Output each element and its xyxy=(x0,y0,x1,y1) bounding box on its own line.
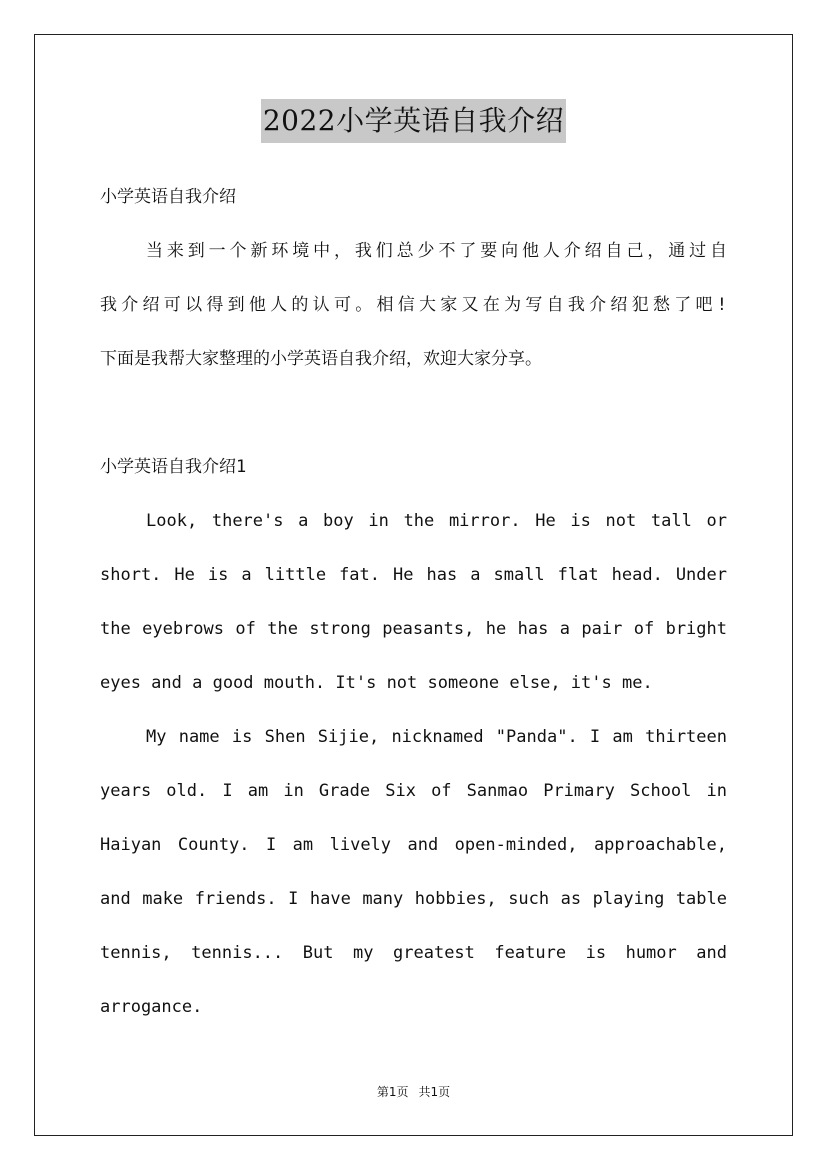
page-footer xyxy=(0,1082,827,1102)
paragraph1-line: the eyebrows of the strong peasants, he has a pair of bright xyxy=(100,619,727,639)
subtitle: 小学英语自我介绍 xyxy=(100,187,236,207)
paragraph2-line: tennis, tennis... But my greatest feature is humor and xyxy=(100,943,727,963)
paragraph2-line: years old. I am in Grade Six of Sanmao Primary School in xyxy=(100,781,727,801)
paragraph2-line: My name is Shen Sijie, nicknamed "Panda". I am thirteen xyxy=(146,727,727,747)
section-heading: 小学英语自我介绍1 xyxy=(100,457,247,477)
page-number-current: 第1页 xyxy=(376,1085,409,1099)
paragraph2-line: arrogance. xyxy=(100,997,203,1017)
paragraph2-line: Haiyan County. I am lively and open-minded, approachable, xyxy=(100,835,727,855)
paragraph1-line: eyes and a good mouth. It's not someone else, it's me. xyxy=(100,673,653,693)
intro-line: 下面是我帮大家整理的小学英语自我介绍，欢迎大家分享。 xyxy=(100,349,542,369)
intro-line: 我介绍可以得到他人的认可。相信大家又在为写自我介绍犯愁了吧! xyxy=(100,295,727,315)
spacer xyxy=(100,386,727,440)
title-container xyxy=(0,99,827,143)
paragraph2-line: and make friends. I have many hobbies, such as playing table xyxy=(100,889,727,909)
document-body xyxy=(100,170,727,1034)
page-number-total: 共1页 xyxy=(418,1085,451,1099)
document-title: 2022小学英语自我介绍 xyxy=(261,99,566,143)
paragraph1-line: short. He is a little fat. He has a small flat head. Under xyxy=(100,565,727,585)
intro-line: 当来到一个新环境中，我们总少不了要向他人介绍自己，通过自 xyxy=(146,241,727,261)
paragraph1-line: Look, there's a boy in the mirror. He is not tall or xyxy=(146,511,727,531)
